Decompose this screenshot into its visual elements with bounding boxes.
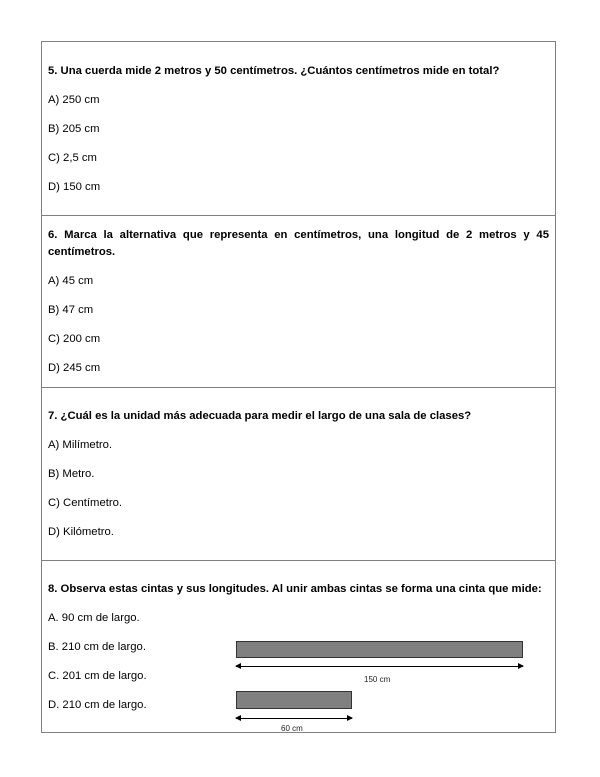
question-stem: 5. Una cuerda mide 2 metros y 50 centímetros. ¿Cuántos centímetros mide en total? [48, 65, 500, 77]
question-8 [42, 561, 555, 732]
option-c[interactable]: C) 2,5 cm [48, 152, 97, 164]
option-d[interactable]: D) 245 cm [48, 362, 101, 374]
double-arrow-icon [236, 666, 523, 667]
option-b[interactable]: B) 205 cm [48, 123, 100, 135]
tape-long [236, 641, 523, 658]
tape-long-length: 150 cm [364, 675, 391, 684]
option-d[interactable]: D) Kilómetro. [48, 526, 114, 538]
question-7 [42, 388, 555, 561]
worksheet [41, 41, 556, 733]
option-c[interactable]: C. 201 cm de largo. [48, 670, 147, 682]
option-a[interactable]: A) Milímetro. [48, 439, 113, 451]
option-c[interactable]: C) 200 cm [48, 333, 101, 345]
option-b[interactable]: B. 210 cm de largo. [48, 641, 146, 653]
question-stem: 7. ¿Cuál es la unidad más adecuada para medir el largo de una sala de clases? [48, 410, 472, 422]
option-b[interactable]: B) 47 cm [48, 304, 94, 316]
tape-short [236, 691, 352, 709]
option-a[interactable]: A. 90 cm de largo. [48, 612, 140, 624]
option-d[interactable]: D) 150 cm [48, 181, 101, 193]
option-b[interactable]: B) Metro. [48, 468, 95, 480]
option-a[interactable]: A) 250 cm [48, 94, 100, 106]
option-a[interactable]: A) 45 cm [48, 275, 94, 287]
question-stem: 8. Observa estas cintas y sus longitudes. Al unir ambas cintas se forma una cinta que mide: [48, 583, 542, 595]
option-c[interactable]: C) Centímetro. [48, 497, 123, 509]
question-stem: 6. Marca la alternativa que representa en centímetros, una longitud de 2 metros y 45 centímetros. [48, 229, 549, 258]
question-6 [42, 216, 555, 388]
tape-short-length: 60 cm [281, 724, 303, 733]
question-5 [42, 42, 555, 216]
double-arrow-icon [236, 718, 352, 719]
option-d[interactable]: D. 210 cm de largo. [48, 699, 147, 711]
